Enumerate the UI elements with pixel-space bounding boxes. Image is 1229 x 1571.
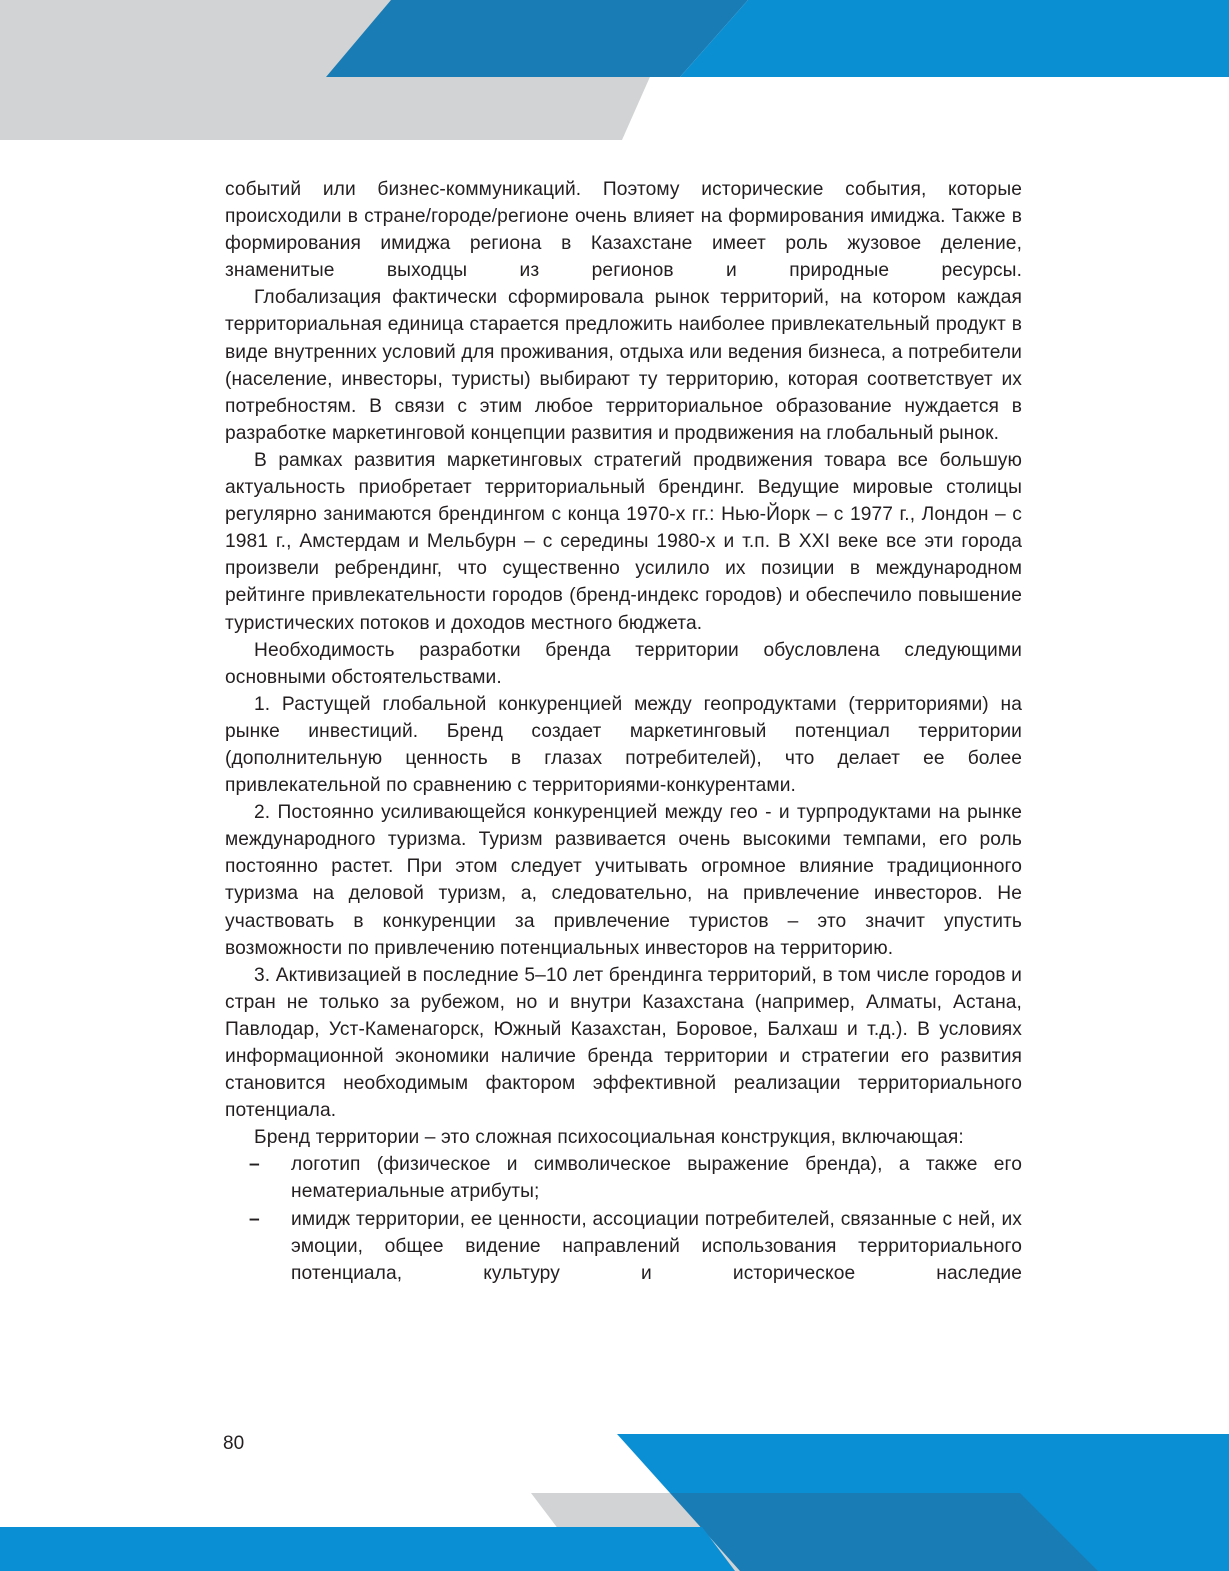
footer-blue-strip — [0, 1527, 735, 1571]
footer-blue-band — [617, 1434, 1229, 1571]
footer-gray-band — [531, 1493, 740, 1571]
list-dash: – — [249, 1154, 260, 1176]
paragraph-branding: В рамках развития маркетинговых стратегий продвижения товара все большую актуальность приобретает территориальный брендинг. Ведущие мировые столицы регулярно занимаются брендингом с конца 1970-х гг.: Нью-Йорк – с 1977 г., Лондон – с 1981 г., Амстердам и Мельбурн – с середины 1980-х и т.п. В XXI веке все эти города произвели ребрендинг, что существенно усилило их позиции в международном рейтинге привлекательности городов (бренд-индекс городов) и обеспечило повышение туристических потоков и доходов местного бюджета. — [225, 449, 1022, 634]
list-item — [225, 1206, 1022, 1287]
list-item-text: имидж территории, ее ценности, ассоциации потребителей, связанные с ней, их эмоции, общее видение направлений использования территориального потенциала, культуру и историческое наследие — [291, 1208, 1022, 1284]
footer-blue-dark-band — [670, 1493, 1098, 1571]
page-body — [225, 176, 1022, 1287]
paragraph-reason-2: 2. Постоянно усиливающейся конкуренцией между гео - и турпродуктами на рынке международного туризма. Туризм развивается очень высокими темпами, его роль постоянно растет. При этом следует учитывать огромное влияние традиционного туризма на деловой туризм, а, следовательно, на привлечение инвесторов. Не участвовать в конкуренции за привлечение туристов – это значит упустить возможности по привлечению потенциальных инвесторов на территорию. — [225, 802, 1022, 959]
paragraph-brand-definition: Бренд территории – это сложная психосоциальная конструкция, включающая: — [254, 1127, 964, 1149]
paragraph-necessity: Необходимость разработки бренда территории обусловлена следующими основными обстоятельствами. — [225, 639, 1022, 688]
header-blue-dark-band — [326, 0, 748, 77]
paragraph-continuation: событий или бизнес-коммуникаций. Поэтому исторические события, которые происходили в стране/городе/регионе очень влияет на формирования имиджа. Также в формирования имиджа региона в Казахстане имеет роль жузовое деление, знаменитые выходцы из регионов и природные ресурсы. — [225, 179, 1022, 282]
list-item — [225, 1151, 1022, 1205]
header-blue-band — [680, 0, 1229, 77]
paragraph-reason-3: 3. Активизацией в последние 5–10 лет брендинга территорий, в том числе городов и стран не только за рубежом, но и внутри Казахстана (например, Алматы, Астана, Павлодар, Уст-Каменагорск, Южный Казахстан, Боровое, Балхаш и т.д.). В условиях информационной экономики наличие бренда территории и стратегии его развития становится необходимым фактором эффективной реализации территориального потенциала. — [225, 964, 1022, 1122]
paragraph-globalization: Глобализация фактически сформировала рынок территорий, на котором каждая территориальная единица старается предложить наиболее привлекательный продукт в виде внутренних условий для проживания, отдыха или ведения бизнеса, а потребители (население, инвесторы, туристы) выбирают ту территорию, которая соответствует их потребностям. В связи с этим любое территориальное образование нуждается в разработке маркетинговой концепции развития и продвижения на глобальный рынок. — [225, 287, 1022, 444]
list-dash: – — [249, 1208, 260, 1230]
paragraph-reason-1: 1. Растущей глобальной конкуренцией между геопродуктами (территориями) на рынке инвестиций. Бренд создает маркетинговый потенциал территории (дополнительную ценность в глазах потребителей), что делает ее более привлекательной по сравнению с территориями-конкурентами. — [225, 693, 1022, 797]
header-decoration — [0, 0, 1229, 150]
brand-components-list — [225, 1151, 1022, 1286]
page-number: 80 — [223, 1433, 245, 1454]
list-item-text: логотип (физическое и символическое выражение бренда), а также его нематериальные атрибуты; — [291, 1154, 1022, 1203]
